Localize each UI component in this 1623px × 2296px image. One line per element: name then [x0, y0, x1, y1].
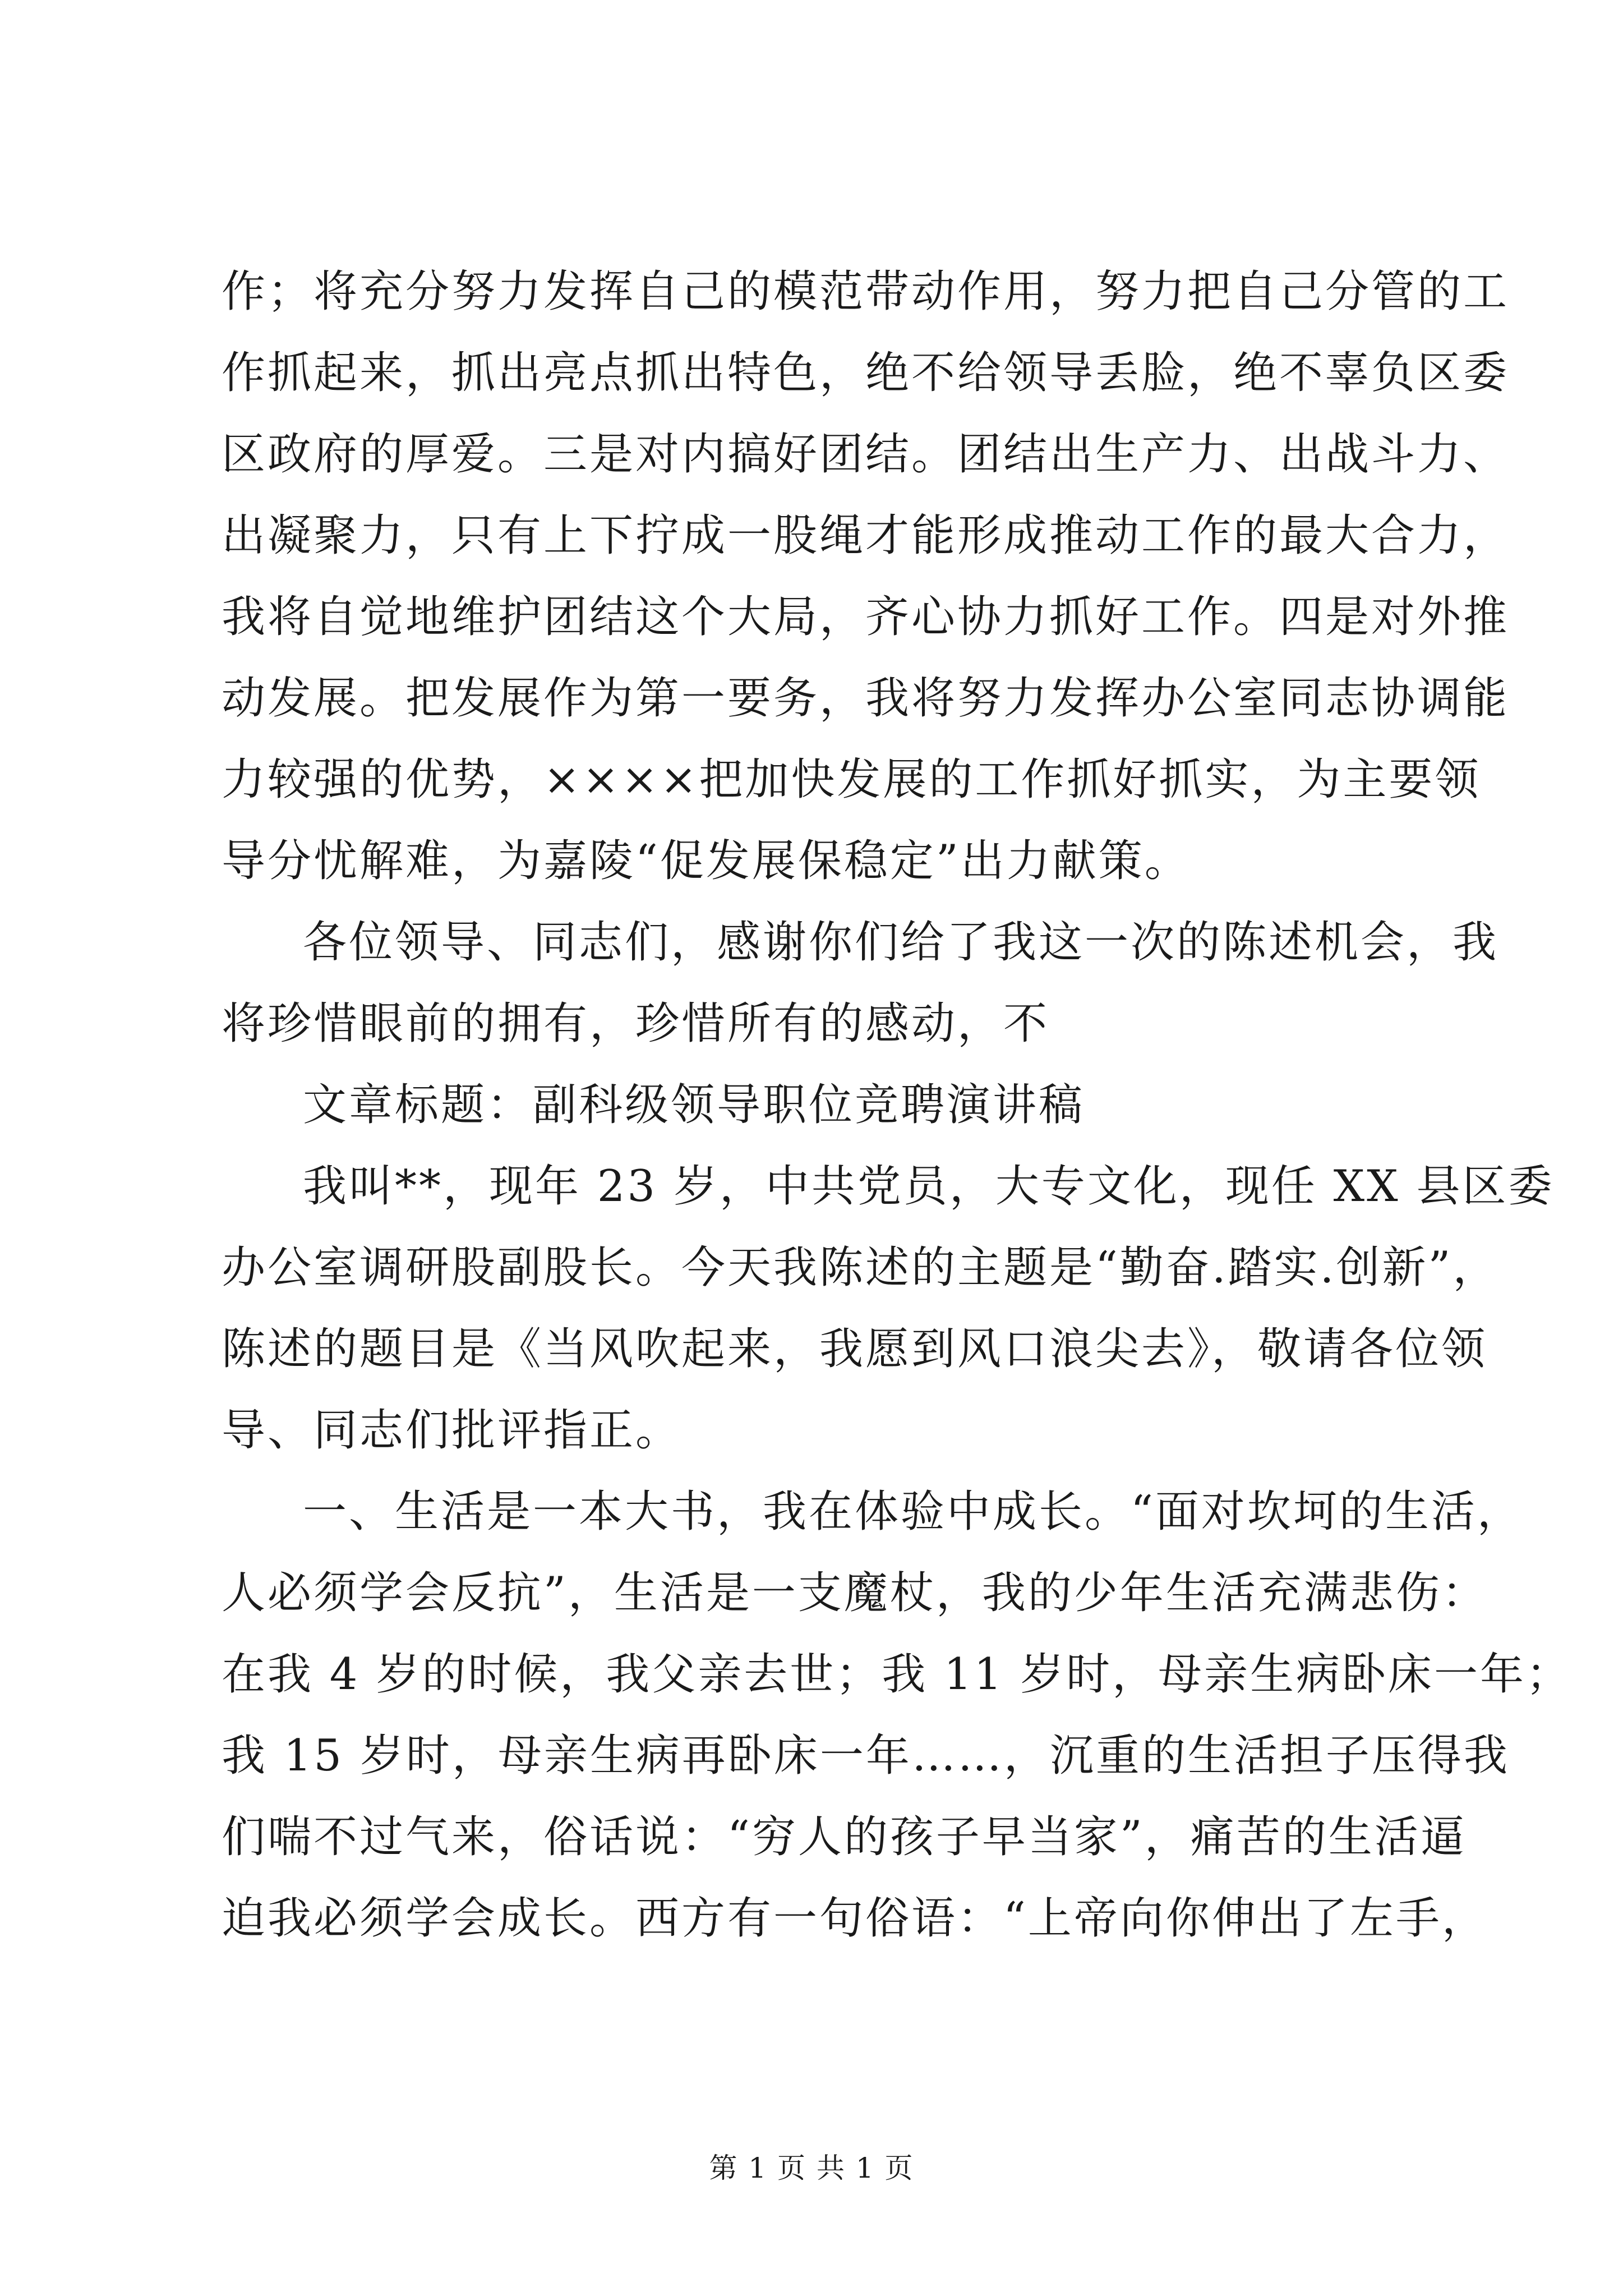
text-line-8: 导分忧解难，为嘉陵“促发展保稳定”出力献策。: [222, 836, 1191, 886]
text-line-4: 出凝聚力，只有上下拧成一股绳才能形成推动工作的最大合力，: [222, 510, 1510, 561]
text-line-3: 区政府的厚爱。三是对内搞好团结。团结出生产力、出战斗力、: [222, 429, 1510, 480]
text-line-15: 导、同志们批评指正。: [222, 1405, 682, 1456]
text-line-16: 一、生活是一本大书，我在体验中成长。“面对坎坷的生活，: [303, 1487, 1523, 1537]
text-line-14: 陈述的题目是《当风吹起来，我愿到风口浪尖去》，敬请各位领: [222, 1324, 1488, 1374]
text-line-2: 作抓起来，抓出亮点抓出特色，绝不给领导丢脸，绝不辜负区委: [222, 348, 1510, 398]
page-footer: 第 1 页 共 1 页: [709, 2152, 914, 2184]
text-line-1: 作；将充分努力发挥自己的模范带动作用，努力把自己分管的工: [222, 266, 1510, 317]
text-line-7: 力较强的优势，××××把加快发展的工作抓好抓实，为主要领: [222, 754, 1481, 805]
text-line-17: 人必须学会反抗”，生活是一支魔杖，我的少年生活充满悲伤：: [222, 1568, 1488, 1618]
text-line-20: 们喘不过气来，俗话说：“穷人的孩子早当家”，痛苦的生活逼: [222, 1812, 1467, 1862]
text-line-6: 动发展。把发展作为第一要务，我将努力发挥办公室同志协调能: [222, 673, 1510, 724]
text-line-19: 我 15 岁时，母亲生病再卧床一年……，沉重的生活担子压得我: [222, 1731, 1510, 1781]
text-line-5: 我将自觉地维护团结这个大局，齐心协力抓好工作。四是对外推: [222, 592, 1510, 642]
text-line-12: 我叫**，现年 23 岁，中共党员，大专文化，现任 XX 县区委: [303, 1161, 1555, 1212]
text-line-13: 办公室调研股副股长。今天我陈述的主题是“勤奋.踏实.创新”，: [222, 1243, 1499, 1293]
article-title-line: 文章标题：副科级领导职位竞聘演讲稿: [303, 1080, 1085, 1130]
text-line-9: 各位领导、同志们，感谢你们给了我这一次的陈述机会，我: [303, 917, 1499, 968]
text-line-18: 在我 4 岁的时候，我父亲去世；我 11 岁时，母亲生病卧床一年；: [222, 1649, 1573, 1700]
text-line-21: 迫我必须学会成长。西方有一句俗语：“上帝向你伸出了左手，: [222, 1893, 1488, 1944]
text-line-10: 将珍惜眼前的拥有，珍惜所有的感动，不: [222, 999, 1050, 1049]
